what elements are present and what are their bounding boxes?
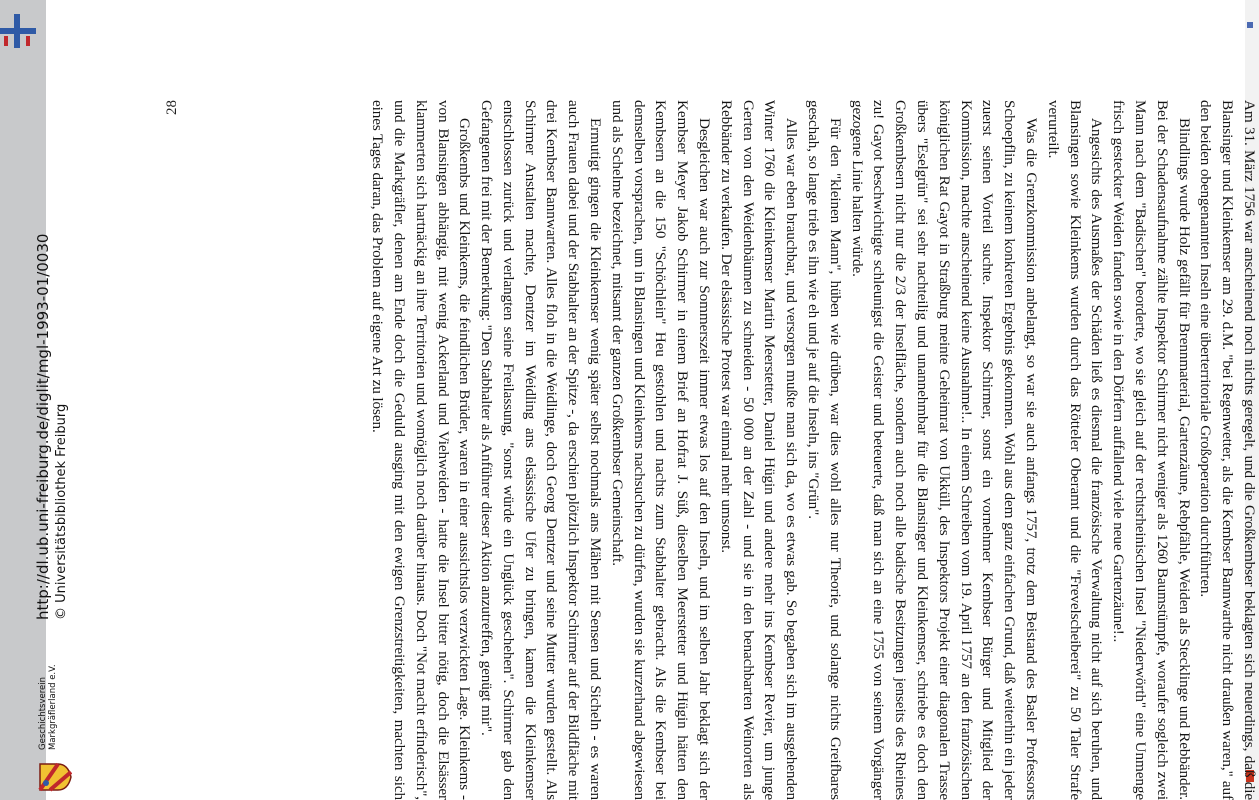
paragraph-6: Alles war eben brauchbar, und versorgen mußte man sich da, wo es etwas gab. So begaben sich im ausgehenden Winter 1760 die Kleinkemser Martin Meerstetter, Daniel Hügin und andere mehr ins Kembser Revier, um junge Gerten von den Weidenbäumen zu schneiden - 50 000 an der Zahl - und sie in den benachbarten Weinorten als Rebbänder zu verkaufen. Der elsässische Protest war einmal mehr umsonst.	[717, 100, 801, 800]
document-page	[164, 100, 1259, 800]
footer	[32, 0, 78, 800]
page-number: 28	[164, 100, 180, 115]
paragraph-8: Ermutigt gingen die Kleinkemser wenig später selbst nochmals ans Mähen mit Sensen und Sicheln - es waren auch Frauen dabei und der Stabhalter an der Spitze -, da erschien plötzlich Inspektor Schirmer auf der Bildfläche mit drei Kembser Bannwarten. Alles floh in die Weidlinge, doch Georg Dentzer und seine Mutter wurden gestellt. Als Schirmer Anstalten machte, Dentzer im Weidling ans elsässische Ufer zu bringen, kamen die Kleinkemser entschlossen zurück und verlangten seine Freilassung, "sonst würde ein Unglück geschehen". Schirmer gab den Gefangenen frei mit der Bemerkung: "Den Stabhalter als Anführer dieser Aktion anzutreffen, genügt mir".	[478, 100, 605, 800]
paragraph-2: Blindlings wurde Holz gefällt für Brennmaterial, Gartenzäune, Rebpfähle, Weiden als Stecklinge und Rebbänder. Bei der Schadensaufnahme zählte Inspektor Schirmer nicht weniger als 1260 Baumstümpfe, woraufer sogleich zwei Mann nach dem "Badischen" beorderte, wo sie gleich auf der rechtsrheinischen Insel "Niederwörth" eine Unmenge frisch gesteckter Weiden fanden sowie in den Dörfern auffallend viele neue Gartenzäune!..	[1110, 100, 1193, 800]
paragraph-5: Für den "kleinen Mann", hüben wie drüben, war dies wohl alles nur Theorie, und solange nichts Greifbares geschah, so lange trieb es ihn wie eh und je auf die Inseln, ins "Grün".	[805, 100, 844, 800]
paragraph-3: Angesichts des Ausmaßes der Schäden ließ es diesmal die französische Verwaltung nicht auf sich beruhen, und Blansingen sowie Kleinkems wurden durch das Rötteler Oberamt und die "Frevelscheiberei" zu 50 Taler Strafe verurteilt.	[1044, 100, 1106, 800]
paragraph-9: Großkembs und Kleinkems, die feindlichen Brüder, waren in einer aussichtslos verzwickten Lage. Kleinkems - von Blansingen abhängig, mit wenig Ackerland und Viehweiden - hatte die Insel bitter nötig, doch die Elsässer klammerten sich hartnäckig an ihre Territorien und womöglich noch darüber hinaus. Doch "Not macht erfinderisch", und die Markgräfler, denen am Ende doch die Geduld ausging mit den ewigen Grenzstreitigkeiten, machten sich eines Tages daran, das Problem auf eigene Art zu lösen.	[369, 100, 474, 800]
copyright-text: © Universitätsbibliothek Freiburg	[54, 403, 69, 620]
publisher-name: Geschichtsverein Markgräflerland e.V.	[38, 664, 58, 750]
paragraph-4: Was die Grenzkommission anbelangt, so war sie auch anfangs 1757, trotz dem Beistand des Basler Professors Schoepflin, zu keinem konkreten Ergebnis gekommen. Wohl aus dem ganz einfachen Grund, daß weiterhin ein jeder zuerst seinen Vorteil suchte. Inspektor Schirmer, sonst ein vornehmer Kembser Bürger und Mitglied der Kommission, machte anscheinend keine Ausnahme!.. In einem Schreiben vom 19. April 1757 an den französischen königlichen Rat Gayot in Straßburg meinte Geheimrat von Ukküll, des Inspektors Projekt einer diagonalen Trasse übers "Eselgrün" sei sehr nachteilig und unannehmbar für die Blansinger und Kleinkemser, schriebe es doch den Großkembsern nicht nur die 2/3 der Inselfläche, sondern auch noch alle badische Besitzungen jenseits des Rheines zu! Gayot beschwichtigte schleunigst die Geister und beteuerte, daß man sich an eine 1755 von seinem Vorgänger gezogene Linie halten würde.	[848, 100, 1041, 800]
document-url-link[interactable]: http://dl.ub.uni-freiburg.de/diglit/mgl-1993-01/0030	[34, 233, 52, 620]
paragraph-1: Am 31. März 1756 war anscheinend noch nichts geregelt, und die Großkembser beklagten sich neuerdings, daß die Blansinger und Kleinkemser am 29. d.M. "bei Regenwetter, als die Kembser Bannwarthe nicht draußen waren," auf den beiden obengenannten Inseln eine überterritoriale Großoperation durchführten.	[1197, 100, 1258, 800]
coat-of-arms-icon	[38, 762, 72, 792]
paragraph-7: Desgleichen war auch zur Sommerszeit immer etwas los auf den Inseln, und im selben Jahr beklagt sich der Kembser Meyer Jakob Schirmer in einem Brief an Hofrat J. Süß, dieselben Meerstetter und Hügin hätten den Kembsern an die 150 "Schöchlein" Heu gestohlen und nachts zum Stabhalter gebracht. Als die Kembser bei demselben vorsprachen, um in Blansingen und Kleinkems nachsuchen zu dürfen, wurden sie kurzerhand abgewiesen und als Schelme bezeichnet, mitsamt der ganzen Großkembser Gemeinschaft.	[608, 100, 714, 800]
